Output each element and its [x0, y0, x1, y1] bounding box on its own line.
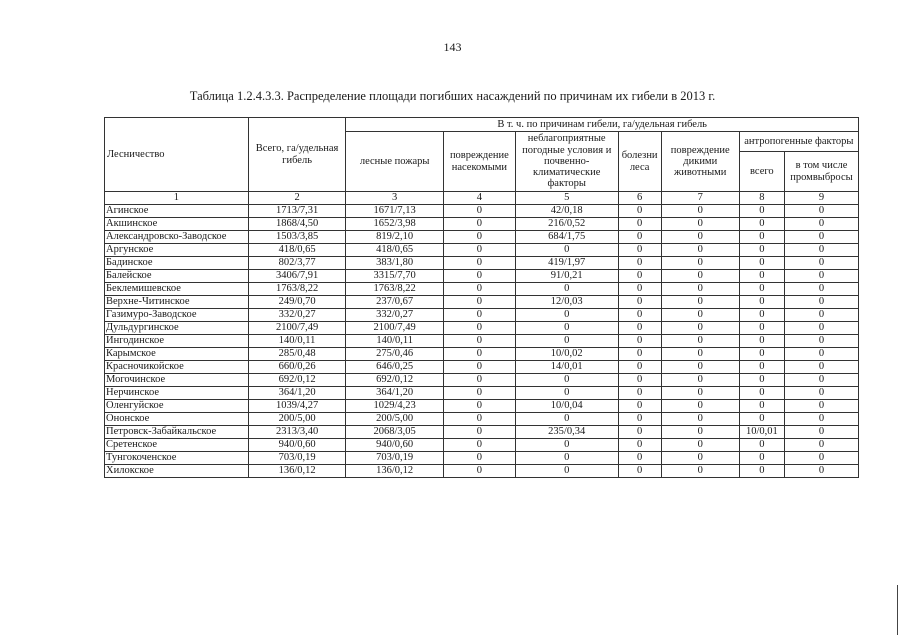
- total-value: 660/0,26: [248, 361, 346, 374]
- table-row: [105, 257, 859, 270]
- anthro-total-value: 0: [739, 439, 784, 452]
- weather-value: 10/0,04: [515, 400, 618, 413]
- column-number: 1: [105, 192, 249, 205]
- anthro-total-value: 0: [739, 257, 784, 270]
- insects-value: 0: [443, 426, 515, 439]
- table-row: [105, 413, 859, 426]
- fires-value: 200/5,00: [346, 413, 444, 426]
- weather-value: 14/0,01: [515, 361, 618, 374]
- animals-value: 0: [661, 244, 739, 257]
- table-row: [105, 452, 859, 465]
- animals-value: 0: [661, 283, 739, 296]
- windfall-value: 0: [784, 387, 858, 400]
- animals-value: 0: [661, 439, 739, 452]
- forestry-name: Ононское: [105, 413, 249, 426]
- windfall-value: 0: [784, 231, 858, 244]
- anthro-total-value: 0: [739, 283, 784, 296]
- windfall-value: 0: [784, 244, 858, 257]
- weather-value: 0: [515, 322, 618, 335]
- page-number: 143: [443, 40, 462, 54]
- animals-value: 0: [661, 465, 739, 478]
- total-value: 802/3,77: [248, 257, 346, 270]
- fires-value: 383/1,80: [346, 257, 444, 270]
- forestry-name: Тунгокоченское: [105, 452, 249, 465]
- anthro-total-value: 0: [739, 374, 784, 387]
- column-number: 2: [248, 192, 346, 205]
- fires-value: 940/0,60: [346, 439, 444, 452]
- column-number: 4: [443, 192, 515, 205]
- total-value: 2313/3,40: [248, 426, 346, 439]
- anthro-total-value: 0: [739, 400, 784, 413]
- forestry-name: Газимуро-Заводское: [105, 309, 249, 322]
- diseases-value: 0: [618, 374, 661, 387]
- weather-value: 0: [515, 309, 618, 322]
- animals-value: 0: [661, 400, 739, 413]
- diseases-value: 0: [618, 465, 661, 478]
- diseases-value: 0: [618, 257, 661, 270]
- table-row: [105, 465, 859, 478]
- insects-value: 0: [443, 270, 515, 283]
- column-number-row: [105, 192, 859, 205]
- windfall-value: 0: [784, 283, 858, 296]
- windfall-value: 0: [784, 400, 858, 413]
- column-number: 9: [784, 192, 858, 205]
- total-value: 1763/8,22: [248, 283, 346, 296]
- total-value: 200/5,00: [248, 413, 346, 426]
- diseases-value: 0: [618, 309, 661, 322]
- table-row: [105, 348, 859, 361]
- windfall-value: 0: [784, 439, 858, 452]
- header-anthro-total: всего: [739, 152, 784, 192]
- fires-value: 2100/7,49: [346, 322, 444, 335]
- windfall-value: 0: [784, 348, 858, 361]
- windfall-value: 0: [784, 452, 858, 465]
- weather-value: 12/0,03: [515, 296, 618, 309]
- total-value: 285/0,48: [248, 348, 346, 361]
- windfall-value: 0: [784, 309, 858, 322]
- weather-value: 0: [515, 335, 618, 348]
- fires-value: 3315/7,70: [346, 270, 444, 283]
- total-value: 1713/7,31: [248, 205, 346, 218]
- forestry-name: Красночикойское: [105, 361, 249, 374]
- forestry-name: Дульдургинское: [105, 322, 249, 335]
- total-value: 940/0,60: [248, 439, 346, 452]
- diseases-value: 0: [618, 387, 661, 400]
- animals-value: 0: [661, 426, 739, 439]
- table-row: [105, 218, 859, 231]
- anthro-total-value: 0: [739, 348, 784, 361]
- animals-value: 0: [661, 335, 739, 348]
- insects-value: 0: [443, 387, 515, 400]
- insects-value: 0: [443, 465, 515, 478]
- insects-value: 0: [443, 244, 515, 257]
- anthro-total-value: 0: [739, 361, 784, 374]
- weather-value: 0: [515, 439, 618, 452]
- insects-value: 0: [443, 361, 515, 374]
- animals-value: 0: [661, 452, 739, 465]
- weather-value: 0: [515, 452, 618, 465]
- forestry-name: Александровско-Заводское: [105, 231, 249, 244]
- column-number: 3: [346, 192, 444, 205]
- diseases-value: 0: [618, 439, 661, 452]
- forestry-name: Хилокское: [105, 465, 249, 478]
- weather-value: 0: [515, 283, 618, 296]
- total-value: 136/0,12: [248, 465, 346, 478]
- diseases-value: 0: [618, 205, 661, 218]
- anthro-total-value: 0: [739, 322, 784, 335]
- weather-value: 0: [515, 244, 618, 257]
- diseases-value: 0: [618, 361, 661, 374]
- diseases-value: 0: [618, 244, 661, 257]
- animals-value: 0: [661, 387, 739, 400]
- total-value: 1503/3,85: [248, 231, 346, 244]
- fires-value: 1671/7,13: [346, 205, 444, 218]
- fires-value: 140/0,11: [346, 335, 444, 348]
- total-value: 364/1,20: [248, 387, 346, 400]
- forestry-name: Акшинское: [105, 218, 249, 231]
- anthro-total-value: 0: [739, 465, 784, 478]
- insects-value: 0: [443, 231, 515, 244]
- column-number: 7: [661, 192, 739, 205]
- weather-value: 0: [515, 465, 618, 478]
- anthro-total-value: 0: [739, 413, 784, 426]
- header-causes-group: В т. ч. по причинам гибели, га/удельная гибель: [346, 118, 859, 132]
- header-anthropogenic: антропогенные факторы: [739, 132, 858, 152]
- insects-value: 0: [443, 348, 515, 361]
- anthro-total-value: 0: [739, 296, 784, 309]
- anthro-total-value: 0: [739, 205, 784, 218]
- forestry-name: Могочинское: [105, 374, 249, 387]
- fires-value: 646/0,25: [346, 361, 444, 374]
- total-value: 1868/4,50: [248, 218, 346, 231]
- forestry-name: Бадинское: [105, 257, 249, 270]
- header-windfall: в том числе промвыбросы: [784, 152, 858, 192]
- table-row: [105, 335, 859, 348]
- insects-value: 0: [443, 335, 515, 348]
- total-value: 418/0,65: [248, 244, 346, 257]
- animals-value: 0: [661, 309, 739, 322]
- animals-value: 0: [661, 413, 739, 426]
- table-row: [105, 205, 859, 218]
- insects-value: 0: [443, 322, 515, 335]
- header-insects: повреждение насекомыми: [443, 132, 515, 192]
- windfall-value: 0: [784, 413, 858, 426]
- anthro-total-value: 0: [739, 309, 784, 322]
- column-number: 6: [618, 192, 661, 205]
- diseases-value: 0: [618, 283, 661, 296]
- fires-value: 703/0,19: [346, 452, 444, 465]
- header-weather: неблагоприятные погодные условия и почвенно-климатические факторы: [515, 132, 618, 192]
- windfall-value: 0: [784, 218, 858, 231]
- total-value: 2100/7,49: [248, 322, 346, 335]
- diseases-value: 0: [618, 270, 661, 283]
- anthro-total-value: 0: [739, 218, 784, 231]
- fires-value: 819/2,10: [346, 231, 444, 244]
- diseases-value: 0: [618, 322, 661, 335]
- windfall-value: 0: [784, 426, 858, 439]
- fires-value: 237/0,67: [346, 296, 444, 309]
- table-row: [105, 283, 859, 296]
- animals-value: 0: [661, 270, 739, 283]
- total-value: 3406/7,91: [248, 270, 346, 283]
- weather-value: 235/0,34: [515, 426, 618, 439]
- fires-value: 418/0,65: [346, 244, 444, 257]
- table-body: [105, 192, 859, 478]
- forestry-name: Оленгуйское: [105, 400, 249, 413]
- diseases-value: 0: [618, 413, 661, 426]
- weather-value: 0: [515, 374, 618, 387]
- anthro-total-value: 0: [739, 244, 784, 257]
- windfall-value: 0: [784, 257, 858, 270]
- insects-value: 0: [443, 296, 515, 309]
- page-edge-line: [897, 585, 898, 635]
- insects-value: 0: [443, 257, 515, 270]
- animals-value: 0: [661, 231, 739, 244]
- mortality-table: [104, 117, 859, 478]
- insects-value: 0: [443, 413, 515, 426]
- insects-value: 0: [443, 374, 515, 387]
- table-row: [105, 426, 859, 439]
- diseases-value: 0: [618, 335, 661, 348]
- weather-value: 419/1,97: [515, 257, 618, 270]
- insects-value: 0: [443, 439, 515, 452]
- total-value: 703/0,19: [248, 452, 346, 465]
- forestry-name: Агинское: [105, 205, 249, 218]
- insects-value: 0: [443, 400, 515, 413]
- diseases-value: 0: [618, 218, 661, 231]
- anthro-total-value: 0: [739, 452, 784, 465]
- windfall-value: 0: [784, 296, 858, 309]
- forestry-name: Беклемишевское: [105, 283, 249, 296]
- header-fires: лесные пожары: [346, 132, 444, 192]
- insects-value: 0: [443, 452, 515, 465]
- fires-value: 136/0,12: [346, 465, 444, 478]
- forestry-name: Балейское: [105, 270, 249, 283]
- weather-value: 0: [515, 413, 618, 426]
- fires-value: 692/0,12: [346, 374, 444, 387]
- windfall-value: 0: [784, 374, 858, 387]
- insects-value: 0: [443, 309, 515, 322]
- table-row: [105, 296, 859, 309]
- total-value: 332/0,27: [248, 309, 346, 322]
- windfall-value: 0: [784, 465, 858, 478]
- weather-value: 91/0,21: [515, 270, 618, 283]
- table-caption: Таблица 1.2.4.3.3. Распределение площади погибших насаждений по причинам их гибели в 2013 г.: [189, 89, 716, 103]
- forestry-name: Ингодинское: [105, 335, 249, 348]
- weather-value: 0: [515, 387, 618, 400]
- fires-value: 332/0,27: [346, 309, 444, 322]
- forestry-name: Карымское: [105, 348, 249, 361]
- weather-value: 684/1,75: [515, 231, 618, 244]
- table-row: [105, 322, 859, 335]
- windfall-value: 0: [784, 270, 858, 283]
- forestry-name: Нерчинское: [105, 387, 249, 400]
- anthro-total-value: 10/0,01: [739, 426, 784, 439]
- anthro-total-value: 0: [739, 270, 784, 283]
- table-row: [105, 439, 859, 452]
- animals-value: 0: [661, 374, 739, 387]
- diseases-value: 0: [618, 400, 661, 413]
- animals-value: 0: [661, 361, 739, 374]
- fires-value: 364/1,20: [346, 387, 444, 400]
- windfall-value: 0: [784, 322, 858, 335]
- fires-value: 2068/3,05: [346, 426, 444, 439]
- total-value: 1039/4,27: [248, 400, 346, 413]
- animals-value: 0: [661, 322, 739, 335]
- diseases-value: 0: [618, 452, 661, 465]
- insects-value: 0: [443, 205, 515, 218]
- anthro-total-value: 0: [739, 231, 784, 244]
- header-forestry: Лесничество: [105, 118, 249, 192]
- diseases-value: 0: [618, 426, 661, 439]
- table-row: [105, 244, 859, 257]
- total-value: 140/0,11: [248, 335, 346, 348]
- animals-value: 0: [661, 218, 739, 231]
- forestry-name: Сретенское: [105, 439, 249, 452]
- anthro-total-value: 0: [739, 335, 784, 348]
- windfall-value: 0: [784, 335, 858, 348]
- anthro-total-value: 0: [739, 387, 784, 400]
- windfall-value: 0: [784, 205, 858, 218]
- insects-value: 0: [443, 218, 515, 231]
- animals-value: 0: [661, 205, 739, 218]
- table-row: [105, 231, 859, 244]
- forestry-name: Верхне-Читинское: [105, 296, 249, 309]
- animals-value: 0: [661, 296, 739, 309]
- weather-value: 10/0,02: [515, 348, 618, 361]
- diseases-value: 0: [618, 231, 661, 244]
- weather-value: 216/0,52: [515, 218, 618, 231]
- table-row: [105, 387, 859, 400]
- diseases-value: 0: [618, 296, 661, 309]
- header-total: Всего, га/удельная гибель: [248, 118, 346, 192]
- fires-value: 275/0,46: [346, 348, 444, 361]
- diseases-value: 0: [618, 348, 661, 361]
- header-animals: повреждение дикими животными: [661, 132, 739, 192]
- table-row: [105, 270, 859, 283]
- table-row: [105, 361, 859, 374]
- insects-value: 0: [443, 283, 515, 296]
- fires-value: 1029/4,23: [346, 400, 444, 413]
- fires-value: 1652/3,98: [346, 218, 444, 231]
- animals-value: 0: [661, 348, 739, 361]
- total-value: 249/0,70: [248, 296, 346, 309]
- fires-value: 1763/8,22: [346, 283, 444, 296]
- table-row: [105, 400, 859, 413]
- total-value: 692/0,12: [248, 374, 346, 387]
- table-row: [105, 309, 859, 322]
- animals-value: 0: [661, 257, 739, 270]
- table-row: [105, 374, 859, 387]
- forestry-name: Петровск-Забайкальское: [105, 426, 249, 439]
- forestry-name: Аргунское: [105, 244, 249, 257]
- weather-value: 42/0,18: [515, 205, 618, 218]
- column-number: 8: [739, 192, 784, 205]
- header-diseases: болезни леса: [618, 132, 661, 192]
- windfall-value: 0: [784, 361, 858, 374]
- column-number: 5: [515, 192, 618, 205]
